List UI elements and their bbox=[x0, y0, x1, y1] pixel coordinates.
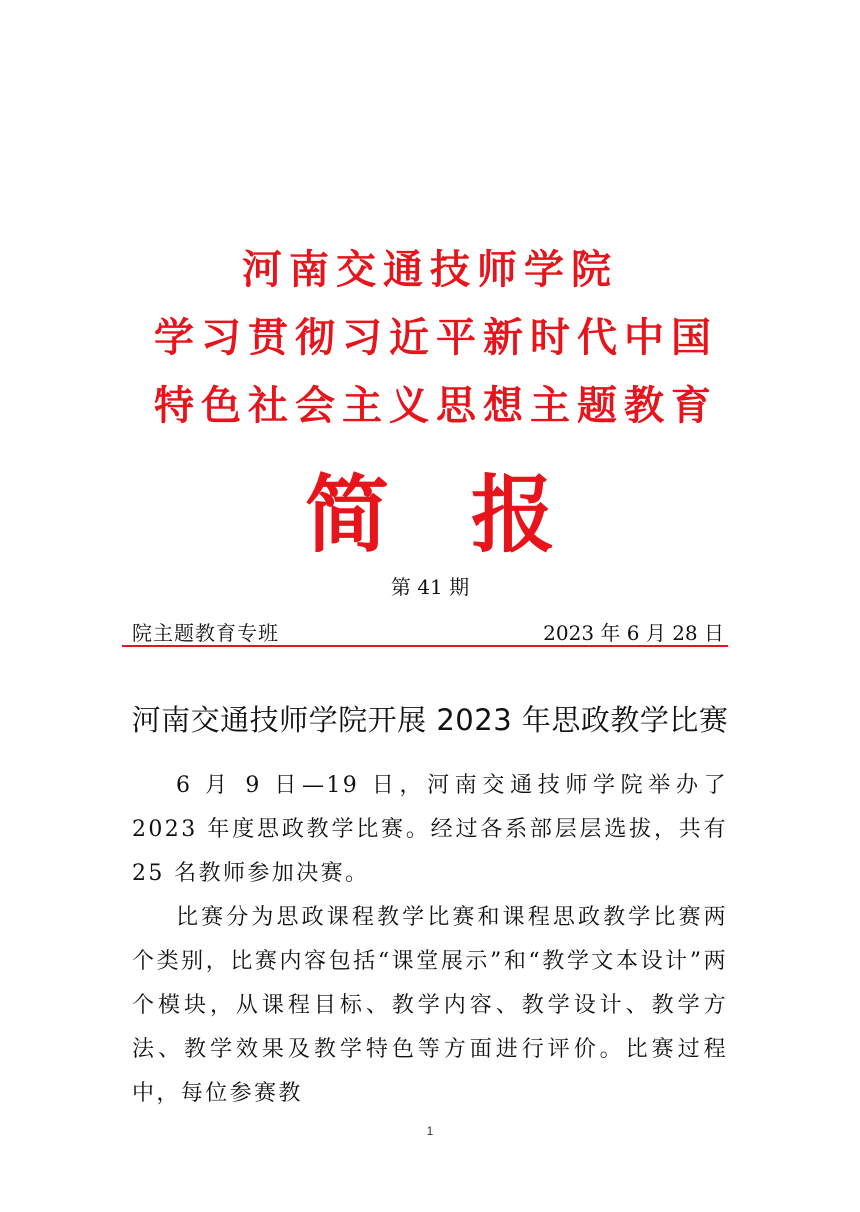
article-paragraph: 6 月 9 日—19 日，河南交通技师学院举办了 2023 年度思政教学比赛。经过各系部层层选拔，共有 25 名教师参加决赛。 bbox=[132, 773, 728, 886]
issuer-date-row bbox=[132, 617, 726, 645]
issue-date: 2023 年 6 月 28 日 bbox=[543, 621, 724, 645]
article-title: 河南交通技师学院开展 2023 年思政教学比赛 bbox=[131, 703, 729, 737]
masthead-brief-title bbox=[0, 448, 860, 569]
issue-number: 第 41 期 bbox=[390, 575, 470, 599]
article-body bbox=[132, 764, 728, 1116]
masthead-institution: 河南交通技师学院 bbox=[242, 247, 618, 293]
masthead-theme-line-2: 特色社会主义思想主题教育 bbox=[154, 383, 718, 429]
issuer-label: 院主题教育专班 bbox=[132, 621, 279, 645]
red-divider-line bbox=[122, 645, 728, 647]
masthead-theme-line-1: 学习贯彻习近平新时代中国 bbox=[154, 315, 718, 361]
brief-char-1: 简 bbox=[304, 465, 389, 564]
brief-char-2: 报 bbox=[471, 465, 556, 564]
page-number: 1 bbox=[426, 1124, 434, 1138]
article-paragraph: 比赛分为思政课程教学比赛和课程思政教学比赛两个类别，比赛内容包括“课堂展示”和“教学文本设计”两个模块，从课程目标、教学内容、教学设计、教学方法、教学效果及教学特色等方面进行评价。比赛过程中，每位参赛教 bbox=[132, 905, 728, 1106]
